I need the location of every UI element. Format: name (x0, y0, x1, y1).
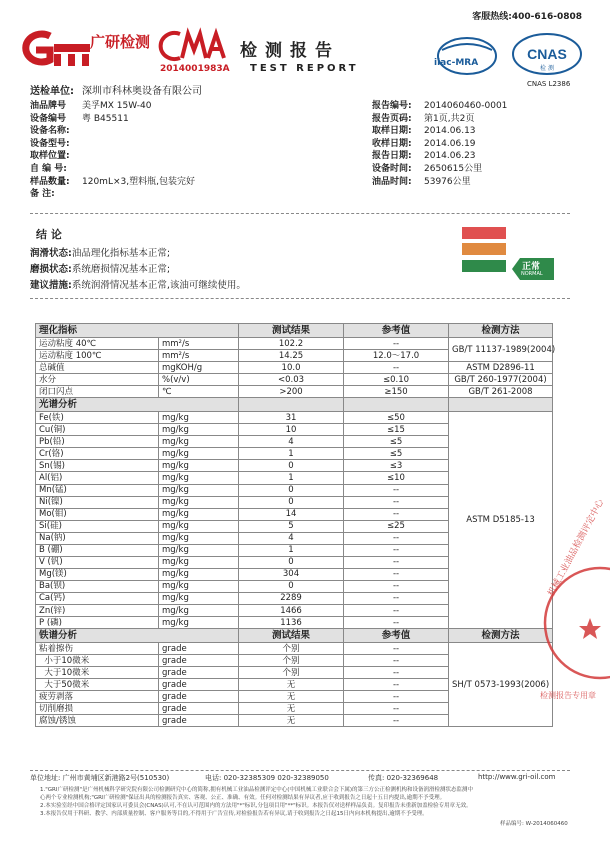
ilac-mark: ilac-MRA (434, 58, 479, 68)
cell-unit: mg/kg (159, 580, 239, 592)
cell-method: SH/T 0573-1993(2006) (449, 643, 553, 727)
cell-result: 102.2 (239, 338, 344, 350)
svg-text:CNAS: CNAS (527, 46, 567, 62)
cell-ref: ≤5 (344, 436, 449, 448)
cell-ref: -- (344, 715, 449, 727)
cell-name: 水分 (36, 374, 159, 386)
cell-result: >200 (239, 386, 344, 398)
cell-unit: grade (159, 715, 239, 727)
cell-unit: mgKOH/g (159, 362, 239, 374)
cell-result: 1136 (239, 617, 344, 629)
stamp-sub: 检测报告专用章 (540, 691, 596, 700)
cell-name: Pb(铅) (36, 436, 159, 448)
cell-method: ASTM D5185-13 (449, 412, 553, 629)
cell-ref: ≥150 (344, 386, 449, 398)
cell-method: ASTM D2896-11 (449, 362, 553, 374)
cell-ref: ≤5 (344, 448, 449, 460)
cell-unit: mg/kg (159, 448, 239, 460)
info-row: 设备名称: (30, 126, 70, 137)
cell-method: GB/T 11137-1989(2004) (449, 338, 553, 362)
cell-result: 0 (239, 556, 344, 568)
cell-name: 运动粘度 100℃ (36, 350, 159, 362)
cell-result: 无 (239, 715, 344, 727)
cell-ref: -- (344, 544, 449, 556)
table-row (36, 362, 553, 374)
cell-result: <0.03 (239, 374, 344, 386)
report-info (372, 100, 582, 190)
report-title-en: TEST REPORT (250, 63, 359, 74)
status-bar-red (462, 227, 506, 239)
cell-ref: -- (344, 604, 449, 616)
section-header-cell (239, 398, 344, 412)
conclusion-wear: 磨损状态:系统磨损情况基本正常; (30, 264, 171, 275)
cell-ref: -- (344, 643, 449, 655)
cell-name: Mg(镁) (36, 568, 159, 580)
ilac-logo-icon (436, 36, 498, 76)
cell-unit: mg/kg (159, 532, 239, 544)
info-row: 油品牌号 美孚MX 15W-40 (30, 101, 152, 111)
cell-name: V (钒) (36, 556, 159, 568)
cell-unit: grade (159, 691, 239, 703)
cell-unit: mg/kg (159, 472, 239, 484)
cell-unit: grade (159, 655, 239, 667)
section-header-cell: 铁谱分析 (36, 629, 239, 643)
cell-ref: -- (344, 338, 449, 350)
cell-name: 大于50微米 (36, 679, 159, 691)
info-row: 送检单位: 深圳市科林奥设备有限公司 (30, 86, 202, 97)
brand-name: 广研检测 (90, 33, 151, 51)
cell-name: P (磷) (36, 617, 159, 629)
cell-unit: grade (159, 643, 239, 655)
cell-unit: mg/kg (159, 412, 239, 424)
gri-logo-icon (14, 30, 92, 66)
cell-result: 2289 (239, 592, 344, 604)
results-table (35, 323, 556, 727)
svg-text:检 测: 检 测 (540, 65, 554, 72)
cell-ref: -- (344, 667, 449, 679)
info-row: 取样位置: (30, 151, 70, 162)
info-row: 自 编 号: (30, 164, 67, 174)
report-title: 检测报告 (240, 41, 340, 61)
cell-result: 无 (239, 679, 344, 691)
conclusion-lube: 润滑状态:油品理化指标基本正常; (30, 248, 171, 259)
section-header-row (36, 629, 553, 643)
footnote: 3.本报告仅用于科研、教学、内部质量控制、客户服务等目的,不得用于广告宣传,对检验报告若有异议,请于收到报告之日起15日内向本机构提出,逾期不予受理。 (40, 811, 428, 817)
cell-result: 0 (239, 496, 344, 508)
cell-unit: %(v/v) (159, 374, 239, 386)
form-number: 样品编号: W-2014060460 (500, 821, 568, 827)
footnote: 2.本实验室经中国合格评定国家认可委员会(CNAS)认可,不在认可范围内的方法用"*"标识,分包项目用"**"标识。本报告仅对送样样品负责。复印报告未重新加盖检验专用章无效。 (40, 803, 472, 809)
official-stamp-icon (540, 588, 610, 658)
info-row: 设备编号 粤 B45511 (30, 113, 129, 124)
cell-ref: -- (344, 484, 449, 496)
section-header-cell: 参考值 (344, 324, 449, 338)
cell-name: Ni(镍) (36, 496, 159, 508)
cell-result: 4 (239, 436, 344, 448)
section-header-cell: 测试结果 (239, 324, 344, 338)
cell-unit: mg/kg (159, 520, 239, 532)
cma-number: 2014001983A (160, 64, 230, 74)
cell-name: 切削磨损 (36, 703, 159, 715)
cell-name: Cu(铜) (36, 424, 159, 436)
info-row: 设备型号: (30, 138, 70, 149)
cell-result: 1 (239, 448, 344, 460)
cell-ref: 12.0～17.0 (344, 350, 449, 362)
cell-result: 个别 (239, 655, 344, 667)
info-row: 报告编号: 2014060460-0001 (372, 101, 508, 111)
cell-ref: -- (344, 592, 449, 604)
footnote: 心两个专业检测机构;"GRI广研检测"保证出具的检测报告真实、客观、公正、准确、有效。任何对检测结果有异议者,应于收到报告之日起十五日内提出,逾期不予受理。 (40, 795, 446, 801)
footer-address: 单位地址: 广州市黄埔区新港路2号(510530) (30, 774, 170, 782)
cell-unit: grade (159, 667, 239, 679)
cell-unit: mg/kg (159, 544, 239, 556)
divider (30, 770, 570, 771)
cell-result: 14.25 (239, 350, 344, 362)
cell-unit: mg/kg (159, 496, 239, 508)
cell-name: 疲劳剥落 (36, 691, 159, 703)
cell-name: Ca(钙) (36, 592, 159, 604)
conclusion-heading: 结 论 (36, 228, 62, 241)
divider (30, 213, 570, 214)
hotline: 客服热线:400-616-0808 (472, 12, 582, 22)
section-header-row (36, 398, 553, 412)
cell-unit: grade (159, 703, 239, 715)
section-header-cell: 检测方法 (449, 629, 553, 643)
cnas-logo-icon (510, 32, 584, 80)
normal-badge-en: NORMAL (521, 271, 543, 277)
divider (30, 298, 570, 299)
section-header-cell (344, 398, 449, 412)
cell-name: Zn(锌) (36, 604, 159, 616)
cell-name: Ba(钡) (36, 580, 159, 592)
cell-result: 0 (239, 460, 344, 472)
section-header-cell (449, 398, 553, 412)
cell-result: 0 (239, 484, 344, 496)
cell-result: 31 (239, 412, 344, 424)
footer-phone: 电话: 020-32385309 020-32389050 (205, 774, 329, 782)
info-row: 油品时间: 53976公里 (372, 176, 471, 187)
cell-name: 总碱值 (36, 362, 159, 374)
info-row: 报告日期: 2014.06.23 (372, 151, 476, 162)
footer-fax: 传真: 020-32369648 (368, 774, 439, 782)
info-row: 收样日期: 2014.06.19 (372, 138, 476, 149)
cell-name: 腐蚀/锈蚀 (36, 715, 159, 727)
cell-result: 14 (239, 508, 344, 520)
cma-logo-icon (158, 30, 228, 62)
cell-unit: mg/kg (159, 508, 239, 520)
cell-name: Mo(钼) (36, 508, 159, 520)
cell-ref: ≤15 (344, 424, 449, 436)
status-bar-orange (462, 243, 506, 255)
cell-ref: ≤10 (344, 472, 449, 484)
cell-name: 粘着擦伤 (36, 643, 159, 655)
cell-unit: mg/kg (159, 617, 239, 629)
footer-website[interactable]: http://www.gri-oil.com (478, 773, 556, 781)
cell-method: GB/T 260-1977(2004) (449, 374, 553, 386)
info-row: 报告页码: 第1页,共2页 (372, 113, 475, 124)
cell-name: 运动粘度 40℃ (36, 338, 159, 350)
cell-ref: -- (344, 617, 449, 629)
cell-name: Si(硅) (36, 520, 159, 532)
cell-result: 5 (239, 520, 344, 532)
cell-unit: mm²/s (159, 338, 239, 350)
cell-result: 个别 (239, 643, 344, 655)
cell-unit: grade (159, 679, 239, 691)
cell-result: 0 (239, 580, 344, 592)
sample-info (30, 86, 330, 206)
cell-result: 无 (239, 691, 344, 703)
conclusion-advice: 建议措施:系统润滑情况基本正常,该油可继续使用。 (30, 280, 246, 291)
info-row: 设备时间: 2650615公里 (372, 164, 483, 174)
cell-result: 1 (239, 544, 344, 556)
section-header-row (36, 324, 553, 338)
cell-result: 个别 (239, 667, 344, 679)
cell-ref: -- (344, 362, 449, 374)
section-header-cell: 理化指标 (36, 324, 239, 338)
cell-result: 1 (239, 472, 344, 484)
cell-ref: -- (344, 556, 449, 568)
cell-ref: ≤3 (344, 460, 449, 472)
normal-badge-label: 正常 (522, 262, 541, 272)
cell-result: 10 (239, 424, 344, 436)
section-header-cell: 检测方法 (449, 324, 553, 338)
table-row (36, 386, 553, 398)
cell-ref: -- (344, 580, 449, 592)
cell-ref: -- (344, 691, 449, 703)
table-row (36, 338, 553, 350)
cell-ref: -- (344, 568, 449, 580)
table-row (36, 374, 553, 386)
cell-ref: -- (344, 655, 449, 667)
cell-name: Mn(锰) (36, 484, 159, 496)
cell-unit: mg/kg (159, 436, 239, 448)
cnas-code: CNAS L2386 (527, 80, 571, 88)
info-row: 样品数量: 120mL×3,塑料瓶,包装完好 (30, 176, 195, 187)
cell-name: B (硼) (36, 544, 159, 556)
cell-name: Na(钠) (36, 532, 159, 544)
cell-unit: mg/kg (159, 592, 239, 604)
cell-name: 闭口闪点 (36, 386, 159, 398)
cell-name: Cr(铬) (36, 448, 159, 460)
cell-ref: -- (344, 703, 449, 715)
cell-unit: mg/kg (159, 568, 239, 580)
cell-ref: -- (344, 679, 449, 691)
cell-unit: mm²/s (159, 350, 239, 362)
cell-name: Al(铝) (36, 472, 159, 484)
cell-ref: ≤25 (344, 520, 449, 532)
cell-ref: -- (344, 508, 449, 520)
cell-unit: mg/kg (159, 556, 239, 568)
cell-name: 小于10微米 (36, 655, 159, 667)
cell-unit: mg/kg (159, 424, 239, 436)
cell-unit: mg/kg (159, 484, 239, 496)
cell-name: 大于10微米 (36, 667, 159, 679)
cell-ref: ≤0.10 (344, 374, 449, 386)
cell-result: 304 (239, 568, 344, 580)
section-header-cell: 光谱分析 (36, 398, 239, 412)
cell-ref: ≤50 (344, 412, 449, 424)
cell-unit: mg/kg (159, 604, 239, 616)
table-row (36, 643, 553, 655)
cell-result: 4 (239, 532, 344, 544)
cell-unit: ℃ (159, 386, 239, 398)
section-header-cell: 测试结果 (239, 629, 344, 643)
cell-name: Fe(铁) (36, 412, 159, 424)
stamp-text: 机械工业油品检测评定中心 (546, 498, 607, 599)
table-row (36, 412, 553, 424)
status-bar-green (462, 260, 506, 272)
footnote: 1."GRI广研检测"是广州机械科学研究院有限公司检测研究中心的简称,拥有机械工业油品检测评定中心(中国机械工业联合会下属)的第三方公正检测机构和设备润滑检测状态监测中 (40, 787, 474, 793)
cell-ref: -- (344, 532, 449, 544)
cell-result: 10.0 (239, 362, 344, 374)
info-row: 取样日期: 2014.06.13 (372, 126, 476, 137)
cell-result: 1466 (239, 604, 344, 616)
cell-unit: mg/kg (159, 460, 239, 472)
cell-result: 无 (239, 703, 344, 715)
cell-name: Sn(锡) (36, 460, 159, 472)
info-row: 备 注: (30, 189, 55, 200)
cell-method: GB/T 261-2008 (449, 386, 553, 398)
cell-ref: -- (344, 496, 449, 508)
section-header-cell: 参考值 (344, 629, 449, 643)
